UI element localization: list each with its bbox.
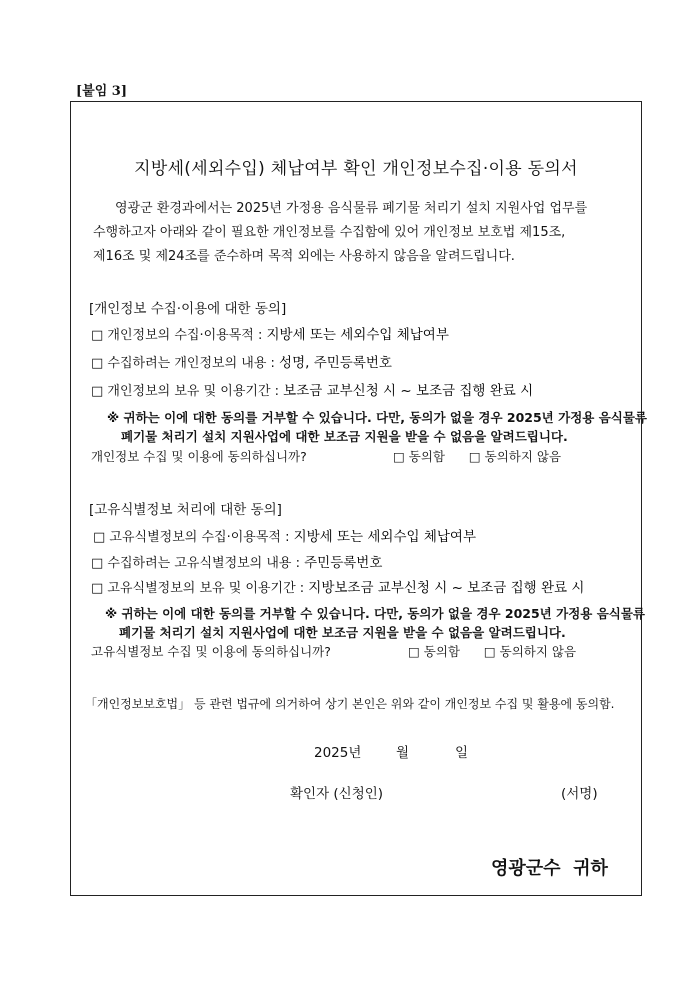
section1-consent-question [91,447,631,465]
agree-checkbox[interactable]: □ 동의함 [393,449,446,464]
consent-form [70,101,647,896]
item-value: 주민등록번호 [304,555,383,571]
question-text: 고유식별정보 수집 및 이용에 동의하십니까? [91,644,331,659]
agree-checkbox[interactable]: □ 동의함 [408,644,461,659]
item-label: □ 수집하려는 개인정보의 내용 : [91,356,280,371]
disagree-checkbox[interactable]: □ 동의하지 않음 [483,644,577,659]
section2-item-content [91,551,382,571]
signer-label: 확인자 (신청인) [290,786,384,802]
addressee: 영광군수 귀하 [491,858,608,879]
intro-line: 영광군 환경과에서는 2025년 가정용 음식물류 폐기물 처리기 설치 지원사업 업무를 [115,201,588,216]
question-text: 개인정보 수집 및 이용에 동의하십니까? [91,449,307,464]
notice-line: ※ 귀하는 이에 대한 동의를 거부할 수 있습니다. 다만, 동의가 없을 경우 2025년 가정용 음식물류 [107,410,647,425]
section2-consent-question [91,642,631,660]
date-day: 일 [455,745,469,761]
section1-item-purpose [91,323,449,343]
date-year: 2025년 [314,745,362,761]
item-label: □ 수집하려는 고유식별정보의 내용 : [91,556,305,571]
law-statement: 「개인정보보호법」 등 관련 법규에 의거하여 상기 본인은 위와 같이 개인정보 수집 및 활용에 동의함. [85,697,615,711]
section1-heading: [개인정보 수집·이용에 대한 동의] [89,301,287,317]
section1-item-period [91,379,533,399]
section2-notice [105,604,645,642]
item-value: 지방보조금 교부신청 시 ~ 보조금 집행 완료 시 [308,580,585,596]
date-month: 월 [396,745,410,761]
item-label: □ 고유식별정보의 수집·이용목적 : [93,530,294,545]
intro-line: 수행하고자 아래와 같이 필요한 개인정보를 수집함에 있어 개인정보 보호법 제15조, [93,225,566,240]
section1-item-content [91,351,392,371]
item-label: □ 개인정보의 수집·이용목적 : [91,328,267,343]
section1-notice [107,408,647,446]
item-value: 보조금 교부신청 시 ~ 보조금 집행 완료 시 [283,383,534,399]
disagree-checkbox[interactable]: □ 동의하지 않음 [468,449,562,464]
item-label: □ 고유식별정보의 보유 및 이용기간 : [91,581,309,596]
attachment-label: [붙임 3] [76,84,127,99]
item-value: 지방세 또는 세외수입 체납여부 [266,327,449,343]
item-value: 성명, 주민등록번호 [279,355,392,371]
intro-paragraph [93,197,633,269]
section2-item-purpose [93,525,476,545]
notice-line: 폐기물 처리기 설치 지원사업에 대한 보조금 지원을 받을 수 없음을 알려드립니다. [119,625,566,640]
notice-line: ※ 귀하는 이에 대한 동의를 거부할 수 있습니다. 다만, 동의가 없을 경우 2025년 가정용 음식물류 [105,606,645,621]
intro-line: 제16조 및 제24조를 준수하며 목적 외에는 사용하지 않음을 알려드립니다. [93,249,515,264]
signature-field[interactable]: (서명) [561,786,598,802]
section2-item-period [91,576,584,596]
notice-line: 폐기물 처리기 설치 지원사업에 대한 보조금 지원을 받을 수 없음을 알려드립니다. [121,429,568,444]
item-label: □ 개인정보의 보유 및 이용기간 : [91,384,284,399]
item-value: 지방세 또는 세외수입 체납여부 [293,529,477,545]
section2-heading: [고유식별정보 처리에 대한 동의] [89,502,282,518]
form-title: 지방세(세외수입) 체납여부 확인 개인정보수집·이용 동의서 [134,159,578,179]
